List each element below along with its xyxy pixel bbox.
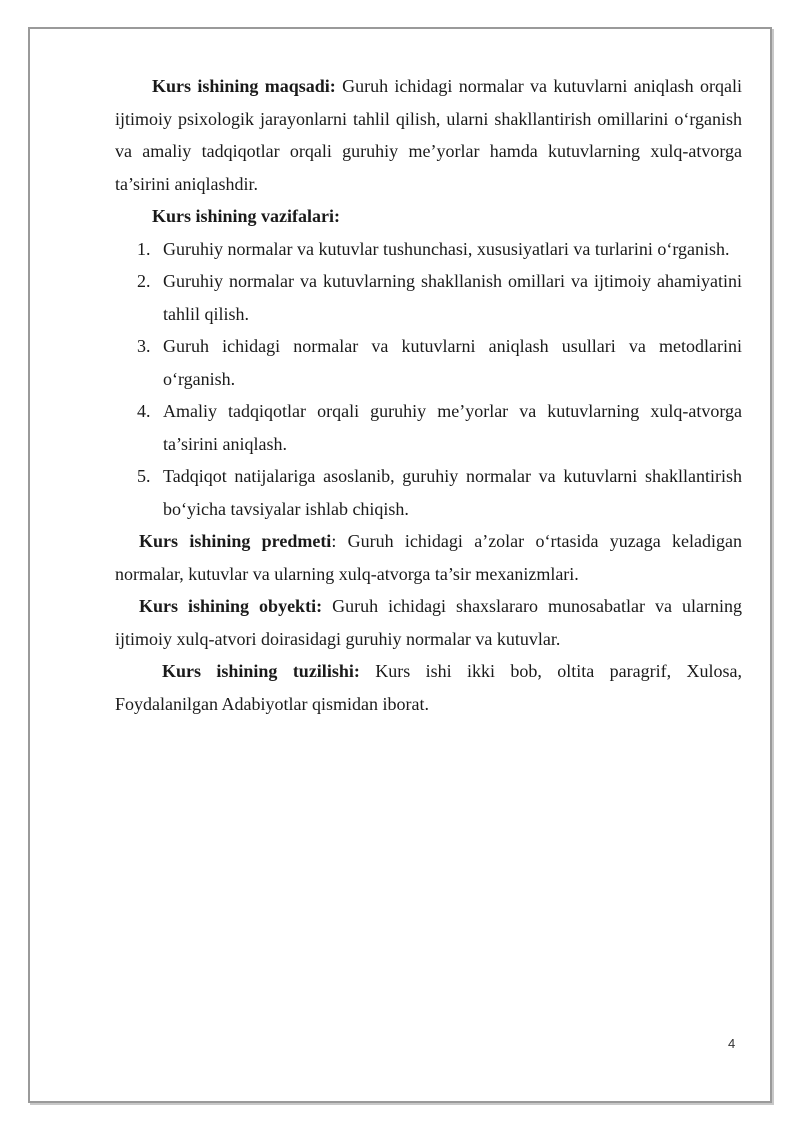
list-item	[115, 460, 742, 525]
structure-paragraph	[115, 655, 742, 720]
subject-text: : Guruh ichidagi a’zolar o‘rtasida yuzaga keladigan normalar, kutuvlar va ularning xulq-atvorga ta’sir mexanizmlari.	[115, 531, 742, 584]
list-item-text: Guruhiy normalar va kutuvlar tushunchasi, xususiyatlari va turlarini o‘rganish.	[163, 238, 730, 259]
document-body	[115, 70, 742, 720]
subject-paragraph	[115, 525, 742, 590]
list-item-text: Tadqiqot natijalariga asoslanib, guruhiy normalar va kutuvlarni shakllantirish bo‘yicha tavsiyalar ishlab chiqish.	[163, 466, 742, 519]
list-item-number: 3.	[137, 336, 151, 356]
list-item-number: 1.	[137, 238, 151, 259]
list-item-text: Amaliy tadqiqotlar orqali guruhiy me’yorlar va kutuvlarning xulq-atvorga ta’sirini aniqlash.	[163, 401, 742, 454]
aim-label: Kurs ishining maqsadi:	[152, 76, 336, 96]
subject-label: Kurs ishining predmeti	[139, 531, 332, 551]
list-item-number: 5.	[137, 466, 151, 486]
object-text: Guruh ichidagi shaxslararo munosabatlar va ularning ijtimoiy xulq-atvori doirasidagi guruhiy normalar va kutuvlar.	[115, 596, 742, 649]
list-item	[115, 330, 742, 395]
tasks-heading: Kurs ishining vazifalari:	[152, 206, 341, 226]
structure-text: Kurs ishi ikki bob, oltita paragrif, Xulosa, Foydalanilgan Adabiyotlar qismidan iborat.	[115, 661, 742, 714]
tasks-heading-paragraph	[115, 200, 742, 233]
list-item-number: 4.	[137, 401, 151, 421]
object-paragraph	[115, 590, 742, 655]
list-item-text: Guruhiy normalar va kutuvlarning shakllanish omillari va ijtimoiy ahamiyatini tahlil qilish.	[163, 271, 742, 324]
structure-label: Kurs ishining tuzilishi:	[162, 661, 360, 681]
aim-paragraph	[115, 70, 742, 200]
list-item	[115, 265, 742, 330]
list-item	[115, 233, 742, 266]
tasks-list	[115, 233, 742, 526]
list-item	[115, 395, 742, 460]
page-number: 4	[728, 1036, 736, 1051]
list-item-text: Guruh ichidagi normalar va kutuvlarni aniqlash usullari va metodlarini o‘rganish.	[163, 336, 742, 389]
object-label: Kurs ishining obyekti:	[139, 596, 323, 616]
list-item-number: 2.	[137, 271, 151, 291]
aim-text: Guruh ichidagi normalar va kutuvlarni aniqlash orqali ijtimoiy psixologik jarayonlarni tahlil qilish, ularni shakllantirish omillarini o‘rganish va amaliy tadqiqotlar orqali guruhiy me’yorlar hamda kutuvlarning xulq-atvorga ta’sirini aniqlashdir.	[115, 76, 743, 194]
